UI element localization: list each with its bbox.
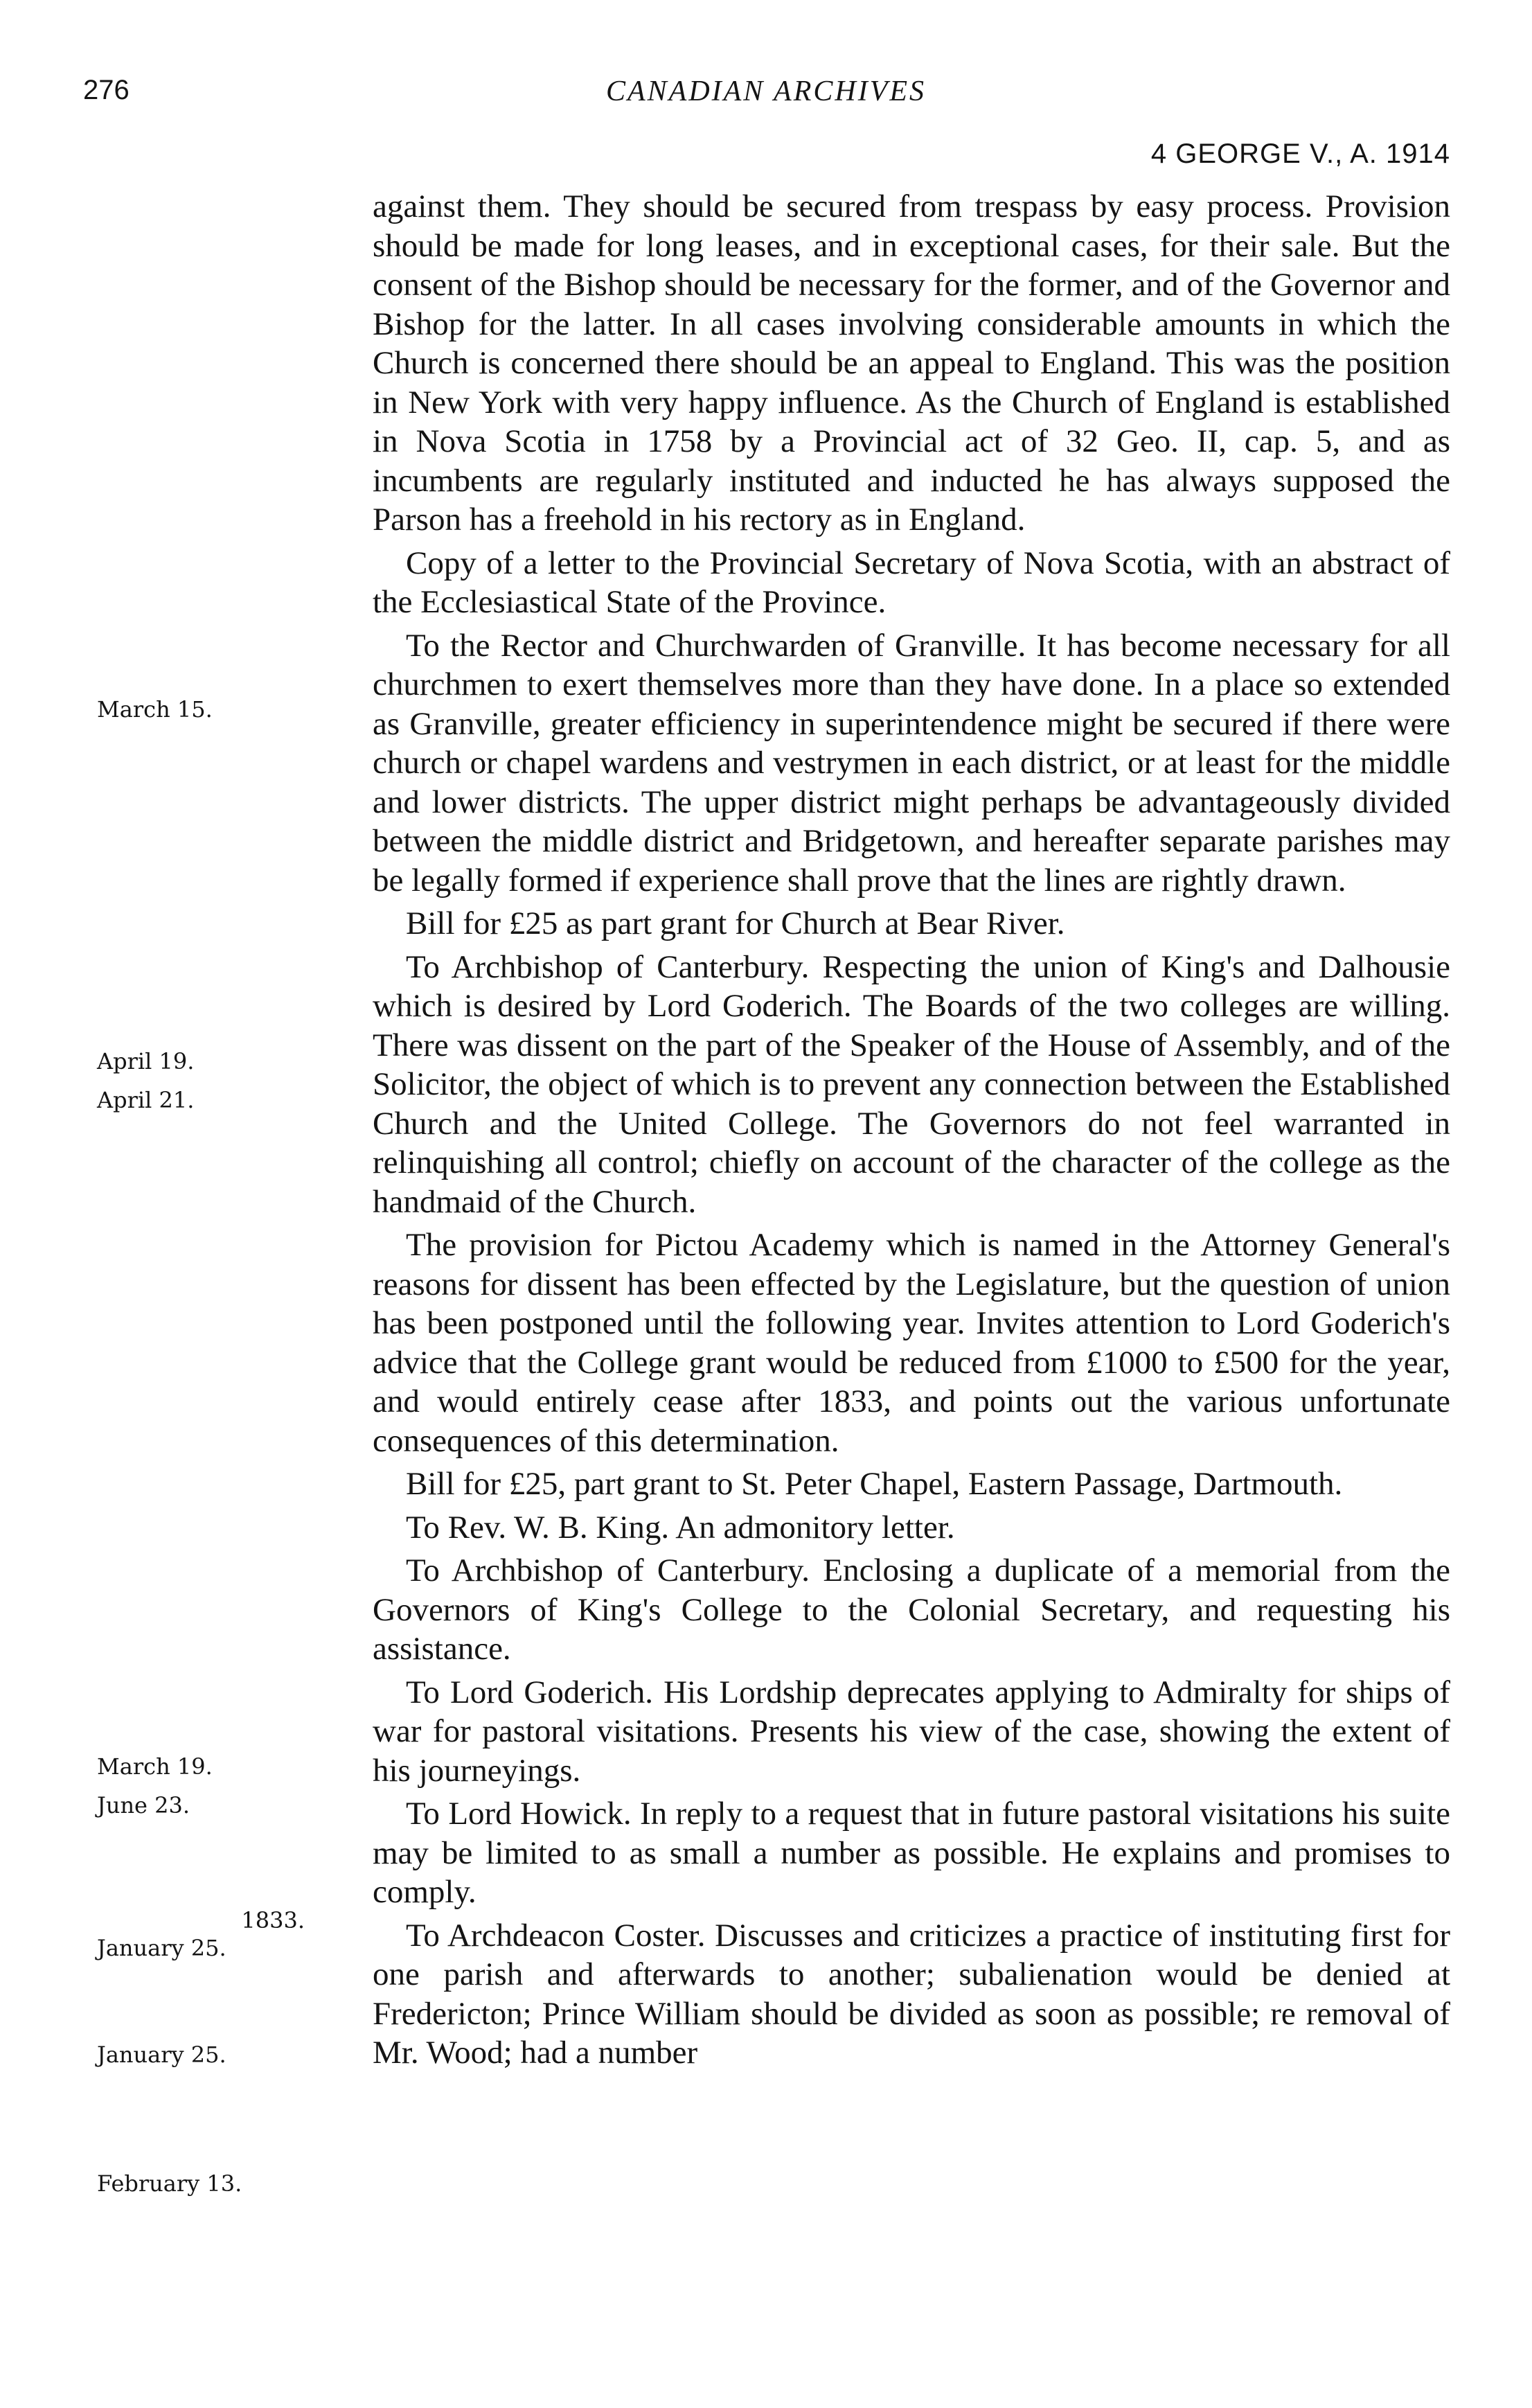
paragraph-lord-howick: To Lord Howick. In reply to a request that in future pastoral visitations his suite may be limited to as small a number as possible. He explains and promises to comply. (373, 1796, 1450, 1910)
paragraph-st-peter-chapel-bill: Bill for £25, part grant to St. Peter Chapel, Eastern Passage, Dartmouth. (406, 1466, 1343, 1502)
margin-date: April 19. (97, 1048, 195, 1074)
margin-note (97, 2041, 319, 2069)
page-number: 276 (83, 75, 130, 105)
margin-note (97, 1791, 319, 1819)
margin-note (97, 1086, 319, 1114)
paragraph-rev-king-letter: To Rev. W. B. King. An admonitory letter. (406, 1509, 955, 1546)
paragraph-bear-river-bill: Bill for £25 as part grant for Church at Bear River. (406, 905, 1065, 941)
margin-date: June 23. (97, 1792, 190, 1818)
paragraph-canterbury-union: To Archbishop of Canterbury. Respecting the union of King's and Dalhousie which is desired by Lord Goderich. The Boards of the two colleges are willing. There was dissent on the part of the Speaker of the House of Assembly, and of the Solicitor, the object of which is to prevent any connection between the Established Church and the United College. The Governors do not feel warranted in relinquishing all control; chiefly on account of the character of the college as the handmaid of the Church. (373, 948, 1450, 1220)
body-text (373, 187, 1450, 2073)
running-title: CANADIAN ARCHIVES (605, 76, 927, 107)
margin-note (97, 1047, 319, 1075)
session-reference: 4 GEORGE V., A. 1914 (1150, 139, 1450, 169)
margin-date: March 19. (97, 1753, 213, 1780)
margin-date: March 15. (97, 696, 213, 723)
margin-date: April 21. (97, 1087, 195, 1113)
margin-note (97, 1753, 319, 1780)
margin-note (97, 1906, 305, 1962)
paragraph-lord-goderich: To Lord Goderich. His Lordship deprecates applying to Admiralty for ships of war for pastoral visitations. Presents his view of the case, showing the extent of his journeyings. (373, 1674, 1450, 1789)
margin-note (97, 2170, 319, 2197)
margin-date: February 13. (97, 2170, 242, 2197)
margin-date: January 25. (97, 1935, 226, 1961)
paragraph-canterbury-memorial: To Archbishop of Canterbury. Enclosing a duplicate of a memorial from the Governors of King's College to the Colonial Secretary, and requesting his assistance. (373, 1552, 1450, 1667)
paragraph-pictou-academy: The provision for Pictou Academy which is named in the Attorney General's reasons for dissent has been effected by the Legislature, but the question of union has been postponed until the following year. Invites attention to Lord Goderich's advice that the College grant would be reduced from £1000 to £500 for the year, and would entirely cease after 1833, and points out the various unfortunate consequences of this determination. (373, 1227, 1450, 1459)
margin-note (97, 696, 319, 723)
margin-year: 1833. (241, 1907, 305, 1933)
margin-date: January 25. (97, 2042, 226, 2068)
paragraph-continuation: against them. They should be secured from trespass by easy process. Provision should be made for long leases, and in exceptional cases, for their sale. But the consent of the Bishop should be necessary for the former, and of the Governor and Bishop for the latter. In all cases involving considerable amounts in which the Church is concerned there should be an appeal to England. This was the position in New York with very happy influence. As the Church of England is established in Nova Scotia in 1758 by a Provincial act of 32 Geo. II, cap. 5, and as incumbents are regularly instituted and inducted he has always supposed the Parson has a freehold in his rectory as in England. (373, 188, 1450, 538)
paragraph-archdeacon-coster: To Archdeacon Coster. Discusses and criticizes a practice of instituting first for one parish and afterwards to another; subalienation would be denied at Fredericton; Prince William should be divided as soon as possible; re removal of Mr. Wood; had a number (373, 1917, 1450, 2071)
paragraph-granville-letter: To the Rector and Churchwarden of Granville. It has become necessary for all churchmen to exert themselves more than they have done. In a place so extended as Granville, greater efficiency in superintendence might be secured if there were church or chapel wardens and vestrymen in each district, or at least for the middle and lower districts. The upper district might perhaps be advantageously divided between the middle district and Bridgetown, and hereafter separate parishes may be legally formed if experience shall prove that the lines are rightly drawn. (373, 627, 1450, 898)
paragraph-provincial-secretary-letter: Copy of a letter to the Provincial Secretary of Nova Scotia, with an abstract of the Ecclesiastical State of the Province. (373, 545, 1450, 620)
